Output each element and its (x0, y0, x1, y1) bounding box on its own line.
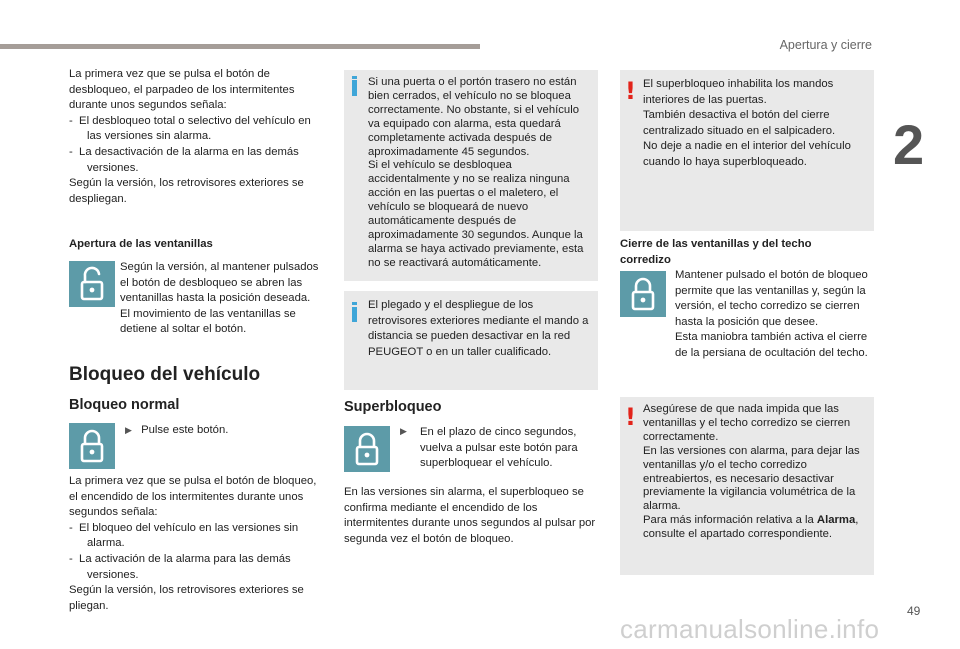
info-icon (352, 307, 357, 322)
warning-roof-p3c: , consulte el apartado correspondiente. (643, 514, 859, 541)
warning-roof-p1: Asegúrese de que nada impida que las ventanillas y el techo corredizo se cierren correctamente. (643, 403, 851, 443)
warning-roof-text (643, 403, 869, 542)
unlock-item-1: - El desbloqueo total o selectivo del vehículo en las versiones sin alarma. (69, 114, 311, 143)
superlock-noalarm: En las versiones sin alarma, el superbloqueo se confirma mediante el encendido de los intermitentes durante unos segundos al pulsar por segunda vez el botón de bloqueo. (344, 486, 596, 545)
windows-text: Según la versión, al mantener pulsados el botón de desbloqueo se abren las ventanillas hasta la posición deseada. (120, 261, 319, 305)
unlock-mirrors: Según la versión, los retrovisores exteriores se despliegan. (69, 177, 304, 205)
superlock-text: En el plazo de cinco segundos, vuelva a pulsar este botón para superbloquear el vehículo. (420, 426, 578, 470)
warning-roof-p3 (643, 514, 869, 542)
windows-text-2: El movimiento de las ventanillas se detiene al soltar el botón. (120, 307, 296, 336)
unlock-intro: La primera vez que se pulsa el botón de desbloqueo, el parpadeo de los intermitentes durante unos segundos señala: (69, 68, 295, 112)
superlock-heading: Superbloqueo (344, 399, 442, 415)
lock-button-icon (620, 271, 666, 317)
warning-roof-p3a: Para más información relativa a la (643, 514, 817, 527)
warning-icon: ! (625, 403, 636, 431)
warning-superlock-text (643, 77, 871, 171)
windows-text-block (120, 260, 325, 338)
lock-intro: La primera vez que se pulsa el botón de bloqueo, el encendido de los intermitentes durante unos segundos señala: (69, 475, 317, 519)
roof-text-block (675, 268, 875, 362)
lock-mirrors: Según la versión, los retrovisores exteriores se pliegan. (69, 584, 304, 612)
info-icon-dot (352, 76, 357, 79)
lock-item-1: - El bloqueo del vehículo en las versiones sin alarma. (69, 521, 299, 550)
lock-button-icon (69, 423, 115, 469)
unlock-item-2: - La desactivación de la alarma en las demás versiones. (69, 145, 299, 174)
unlock-button-icon (69, 261, 115, 307)
page-number: 49 (907, 604, 921, 618)
info-mirrors-text: El plegado y el despliegue de los retrovisores exteriores mediante el mando a distancia se pueden desactivar en la red PEUGEOT o en un taller cualificado. (368, 299, 589, 358)
roof-text-2: Esta maniobra también activa el cierre de la persiana de ocultación del techo. (675, 331, 868, 359)
info-doors-text (368, 76, 594, 271)
warning-superlock-p1: El superbloqueo inhabilita los mandos interiores de las puertas. (643, 78, 834, 106)
normal-lock-heading: Bloqueo normal (69, 397, 180, 413)
step-bullet: ▶ (400, 427, 407, 437)
lock-section (69, 474, 327, 614)
press-text: Pulse este botón. (141, 424, 229, 436)
unlock-section (69, 67, 327, 207)
superlock-step (400, 425, 595, 472)
watermark: carmanualsonline.info (620, 614, 880, 644)
roof-text: Mantener pulsado el botón de bloqueo permite que las ventanillas y, según la versión, el techo corredizo se cierren hasta la posición que desee. (675, 269, 868, 328)
warning-roof-p2: En las versiones con alarma, para dejar las ventanillas y/o el techo corredizo entreabiertos, es necesario desactivar previamente la vigilancia volumétrica de la alarma. (643, 444, 860, 513)
section-title: Apertura y cierre (779, 38, 872, 52)
warning-superlock-p3: No deje a nadie en el interior del vehículo cuando lo haya superbloqueado. (643, 140, 851, 168)
warning-icon: ! (625, 77, 636, 105)
lock-heading: Bloqueo del vehículo (69, 364, 261, 385)
info-doors-p1: Si una puerta o el portón trasero no están bien cerrados, el vehículo no se bloquea correctamente. No obstante, si el vehículo va equipado con alarma, esta quedará completamente activada después de aproximadamente 45 segundos. (368, 76, 579, 158)
windows-label: Apertura de las ventanillas (69, 238, 213, 250)
warning-superlock-p2: También desactiva el botón del cierre centralizado situado en el salpicadero. (643, 109, 836, 137)
header-bar (0, 44, 480, 49)
lock-item-2: - La activación de la alarma para las demás versiones. (69, 552, 291, 581)
info-icon (352, 80, 357, 96)
roof-label: Cierre de las ventanillas y del techo corredizo (620, 238, 812, 266)
step-bullet: ▶ (125, 426, 132, 436)
lock-button-icon (344, 426, 390, 472)
press-step (125, 423, 228, 440)
alarm-link-text: Alarma (816, 514, 856, 527)
chapter-number: 2 (893, 113, 925, 176)
info-icon-dot (352, 302, 357, 305)
info-doors-p2: Si el vehículo se desbloquea accidentalmente y no se realiza ninguna acción en las puertas o el maletero, el vehículo se bloqueará de nuevo automáticamente después de aproximadamente 30 segundos. Aunque la alarma se haya activado previamente, esta no se reactivará automáticamente. (368, 159, 584, 269)
